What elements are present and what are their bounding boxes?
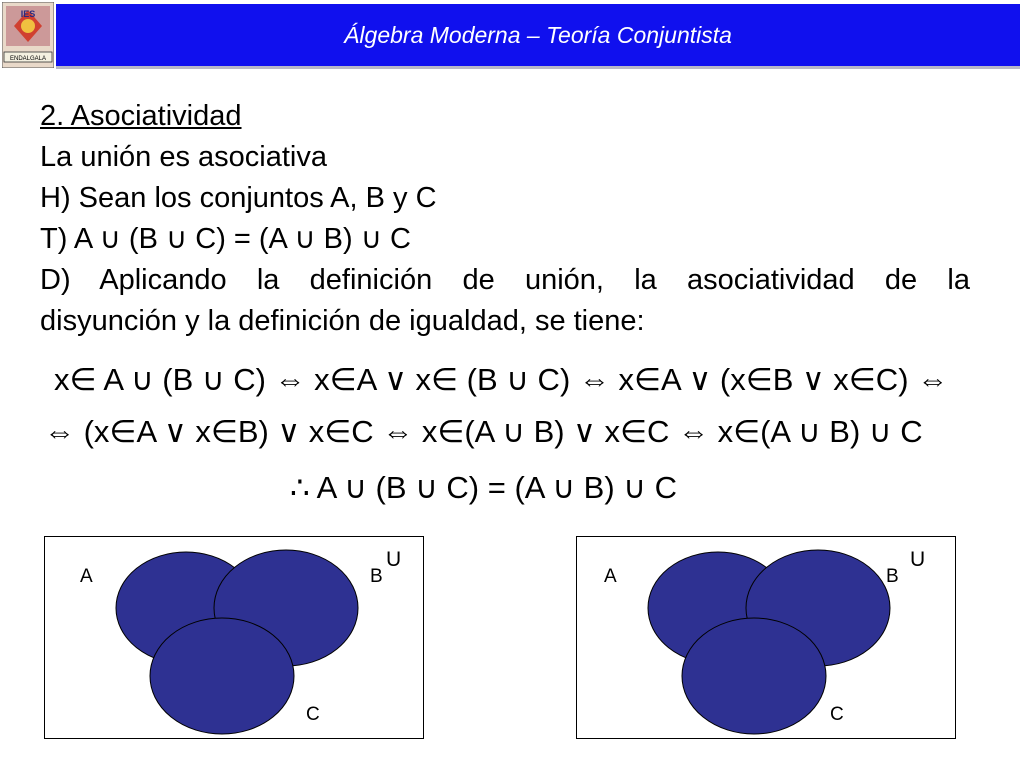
set-c-ellipse <box>682 618 826 734</box>
conclusion: ∴ A ∪ (B ∪ C) = (A ∪ B) ∪ C <box>290 470 677 505</box>
venn-diagram-left <box>44 536 425 740</box>
label-b: B <box>886 566 899 587</box>
slide-title: Álgebra Moderna – Teoría Conjuntista <box>344 21 732 48</box>
title-band <box>56 4 1020 69</box>
equivalence-line-1: x∈ A ∪ (B ∪ C) ⇔ x∈A ∨ x∈ (B ∪ C) ⇔ x∈A ∨ (x∈B ∨ x∈C) ⇔ <box>54 362 949 397</box>
equivalence-line-2: ⇔ (x∈A ∨ x∈B) ∨ x∈C ⇔ x∈(A ∪ B) ∨ x∈C ⇔ x∈(A ∪ B) ∪ C <box>44 414 923 449</box>
thesis: T) A ∪ (B ∪ C) = (A ∪ B) ∪ C <box>40 223 411 255</box>
label-u: U <box>910 548 926 571</box>
logo-text: ENDALGALA <box>9 56 47 62</box>
label-a: A <box>80 566 93 587</box>
label-u: U <box>386 548 402 571</box>
demonstration-line-1: D) Aplicando la definición de unión, la asociatividad de la <box>40 264 970 296</box>
hypothesis: H) Sean los conjuntos A, B y C <box>40 182 437 214</box>
label-c: C <box>830 704 844 725</box>
set-c-ellipse <box>150 618 294 734</box>
venn-diagram-right <box>576 536 957 740</box>
label-b: B <box>370 566 383 587</box>
subtitle: La unión es asociativa <box>40 141 327 173</box>
label-c: C <box>306 704 320 725</box>
header-bar <box>0 0 1024 72</box>
demonstration-line-2: disyunción y la definición de igualdad, se tiene: <box>40 305 645 337</box>
institution-logo <box>2 2 54 68</box>
label-a: A <box>604 566 617 587</box>
slide-body <box>40 96 970 342</box>
section-heading: 2. Asociatividad <box>40 100 242 132</box>
logo-letters: IES <box>20 9 36 19</box>
